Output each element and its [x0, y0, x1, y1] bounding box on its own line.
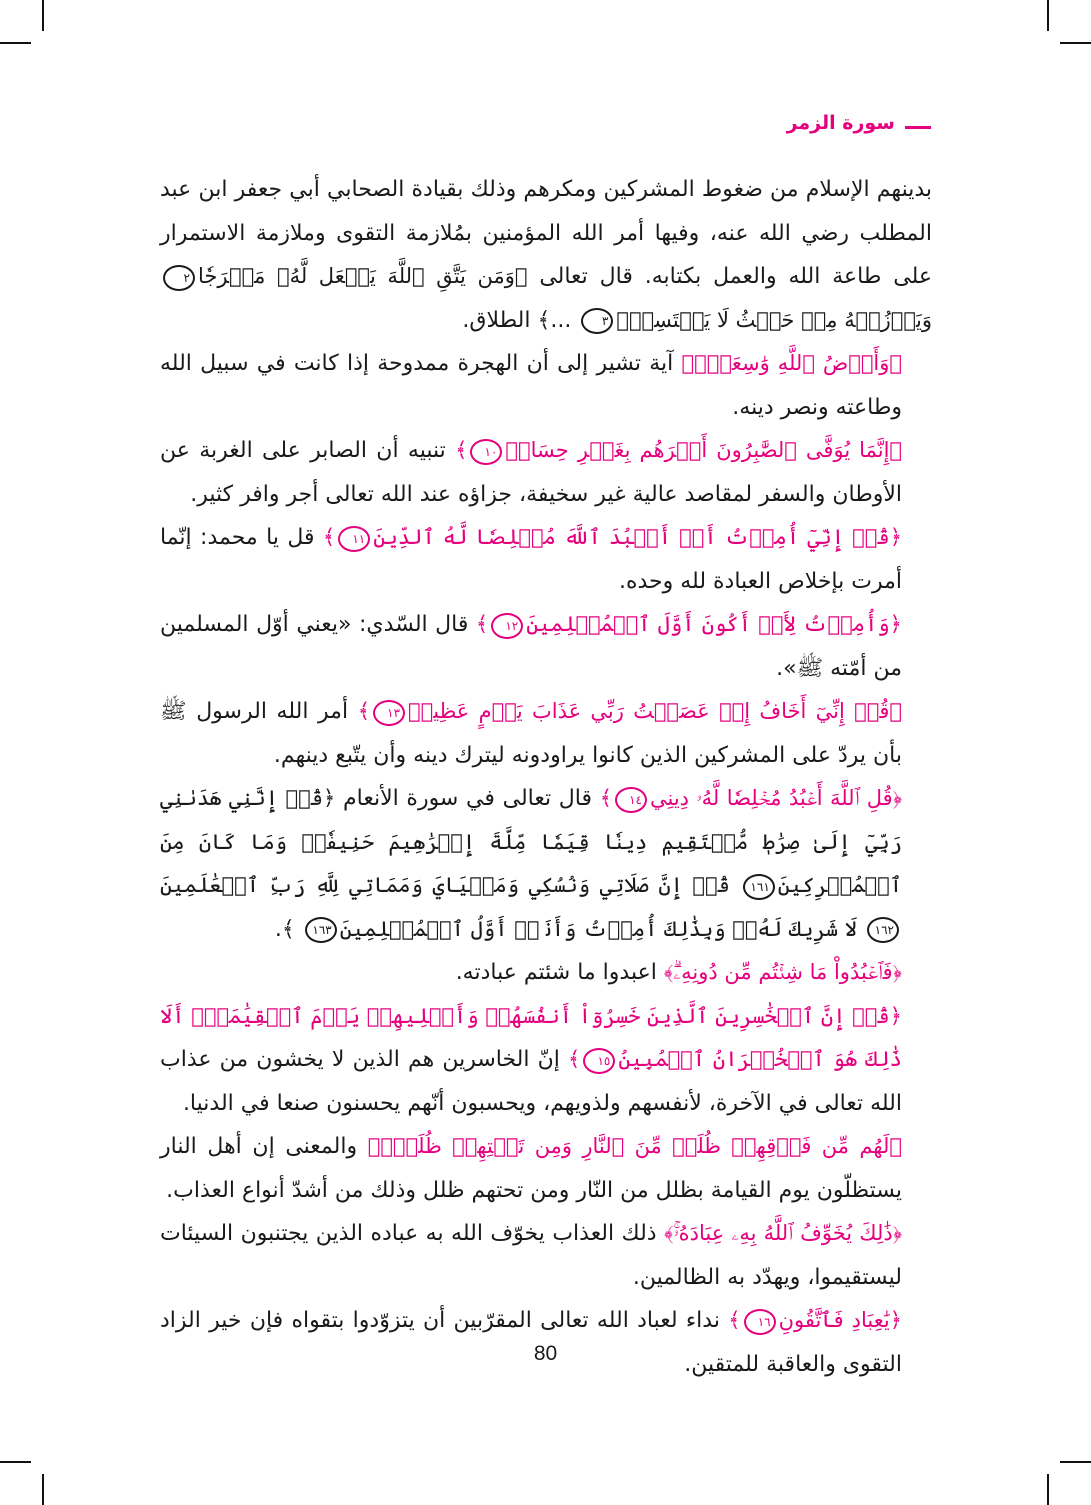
verse-close-bracket: ﴾	[568, 1047, 581, 1071]
verse-close-bracket: ﴾	[728, 1308, 741, 1332]
paragraph	[160, 951, 932, 995]
verse-close-bracket: ﴾	[357, 699, 371, 723]
paragraph	[160, 777, 932, 951]
commentary-text: والمعنى إن أهل النار يستظلّون يوم القيامة بظلل من النّار ومن تحتهم ظلل وذلك من أشدّ أنواع العذاب.	[160, 1134, 902, 1203]
ayah-number-marker-icon: ١٣	[373, 700, 405, 726]
paragraph	[160, 1125, 932, 1212]
crop-mark-top-right-v	[1047, 0, 1049, 31]
verse-text: ﴿ذَٰلِكَ يُخَوِّفُ ٱللَّهُ بِهِۦ عِبَادَهُۥۚ﴾	[664, 1221, 903, 1245]
page-body	[160, 168, 932, 1386]
quran-verse-highlight	[600, 786, 902, 810]
verse-close-bracket: ﴾	[455, 438, 468, 462]
commentary-text: قال تعالى في سورة الأنعام	[335, 786, 592, 811]
verse-text: ﴿لَهُم مِّن فَوۡقِهِمۡ ظُلَلٞ مِّنَ ٱلنَّارِ وَمِن تَحۡتِهِمۡ ظُلَلٞۚ﴾	[367, 1134, 902, 1158]
commentary-text: تنبيه أن الصابر على الغربة عن الأوطان والسفر لمقاصد عالية غير سخيفة، جزاؤه عند الله تعالى أجر وافر كثير.	[160, 438, 902, 507]
paragraph	[160, 1212, 932, 1299]
paragraph	[160, 516, 932, 603]
verse-text: ﴿وَأُمِرۡتُ لِأَنۡ أَكُونَ أَوَّلَ ٱلۡمُسۡلِمِينَ	[526, 612, 902, 636]
crop-mark-bottom-right-h	[1060, 1461, 1091, 1463]
quran-verse-highlight	[664, 960, 902, 984]
paragraph	[160, 168, 932, 342]
ayah-number-marker-icon: ١٦١	[743, 874, 775, 900]
commentary-text: قال السّدي: «يعني أوّل المسلمين من أمّته ﷺ».	[160, 612, 902, 681]
verse-text: ﴿قُلۡ إِنِّيٓ أُمِرۡتُ أَنۡ أَعۡبُدَ ٱللَّهَ مُخۡلِصٗا لَّهُ ٱلدِّينَ	[373, 525, 902, 549]
ayah-number-marker-icon: ١٦	[744, 1309, 776, 1335]
quran-verse-highlight	[358, 699, 902, 723]
ayah-number-marker-icon: ٣	[581, 308, 613, 334]
commentary-text: إنّ الخاسرين هم الذين لا يخشون من عذاب الله تعالى في الآخرة، لأنفسهم ولذويهم، ويحسبون أنّهم يحسنون صنعا في الدنيا.	[160, 1047, 902, 1116]
verse-text: قُلۡ إِنَّ صَلَاتِي وَنُسُكِي وَمَحۡيَايَ وَمَمَاتِي لِلَّهِ رَبِّ ٱلۡعَٰلَمِينَ	[160, 873, 730, 897]
verse-close-bracket: ﴾	[599, 786, 612, 810]
quran-verse-highlight	[323, 525, 902, 549]
verse-text: ﴿يَٰعِبَادِ فَٱتَّقُونِ	[778, 1308, 902, 1332]
ayah-number-marker-icon: ١٤	[615, 787, 647, 813]
ayah-number-marker-icon: ١١	[338, 526, 370, 552]
crop-mark-top-left-h	[0, 42, 31, 44]
commentary-text: قل يا محمد: إنّما أمرت بإخلاص العبادة لله وحده.	[160, 525, 902, 594]
verse-text: ﴿قُلِ ٱللَّهَ أَعۡبُدُ مُخۡلِصٗا لَّهُۥ دِينِي	[650, 786, 903, 810]
verse-text: لَا شَرِيكَ لَهُۥۖ وَبِذَٰلِكَ أُمِرۡتُ وَأَنَا۠ أَوَّلُ ٱلۡمُسۡلِمِينَ	[339, 916, 857, 941]
commentary-text: ﴾.	[274, 916, 295, 942]
paragraph	[160, 690, 932, 777]
ayah-number-marker-icon: ١٠	[470, 439, 502, 465]
commentary-text: آية تشير إلى أن الهجرة ممدوحة إذا كانت في سبيل الله وطاعته ونصر دينه.	[160, 351, 902, 420]
ayah-number-marker-icon: ١٦٣	[305, 917, 337, 943]
verse-close-bracket: ﴾	[322, 525, 336, 549]
commentary-text: نداء لعباد الله تعالى المقرّبين أن يتزوّدوا بتقواه فإن خير الزاد التقوى والعاقبة للمتقين.	[160, 1308, 902, 1377]
crop-mark-bottom-left-h	[0, 1461, 31, 1463]
commentary-text: اعبدوا ما شئتم عبادته.	[455, 960, 657, 985]
quran-verse-highlight	[368, 1134, 902, 1158]
verse-text: ﴿وَأَرۡضُ ٱللَّهِ وَٰسِعَةٌۗ﴾	[681, 351, 903, 375]
verse-text: ﴿فَٱعۡبُدُواْ مَا شِئۡتُم مِّن دُونِهِۦۗ﴾	[663, 960, 902, 984]
quran-verse-highlight	[682, 351, 903, 375]
crop-mark-top-left-v	[42, 0, 44, 31]
paragraph	[160, 429, 932, 516]
commentary-text: ذلك العذاب يخوّف الله به عباده الذين يجتنبون السيئات ليستقيموا، ويهدّد به الظالمين.	[160, 1221, 902, 1290]
verse-text: ﴿وَمَن يَتَّقِ ٱللَّهَ يَجۡعَل لَّهُۥ مَخۡرَجٗا	[198, 264, 528, 288]
verse-close-bracket: ﴾	[475, 612, 489, 636]
paragraph	[160, 342, 932, 429]
quran-verse-quote	[302, 917, 857, 941]
crop-mark-bottom-left-v	[42, 1474, 44, 1505]
paragraph	[160, 603, 932, 690]
quran-verse-highlight	[664, 1221, 902, 1245]
crop-mark-bottom-right-v	[1047, 1474, 1049, 1505]
verse-text: ﴿إِنَّمَا يُوَفَّى ٱلصَّٰبِرُونَ أَجۡرَهُم بِغَيۡرِ حِسَابٖ	[505, 438, 903, 462]
verse-text: وَيَرۡزُقۡهُ مِنۡ حَيۡثُ لَا يَحۡتَسِبُۚ	[616, 307, 932, 332]
quran-verse-highlight	[455, 438, 902, 462]
surah-title: سورة الزمر	[786, 112, 895, 134]
crop-mark-top-right-h	[1060, 42, 1091, 44]
quran-verse-quote	[160, 264, 527, 288]
commentary-text: ...﴾ الطلاق.	[462, 307, 572, 333]
ayah-number-marker-icon: ١٥	[583, 1048, 615, 1074]
paragraph	[160, 995, 932, 1126]
verse-text: ﴿قُلۡ إِنَّنِي هَدَىٰنِي رَبِّيٓ إِلَىٰ صِرَٰطٖ مُّسۡتَقِيمٖ دِينٗا قِيَمٗا مِّلَّةَ إِبۡرَٰهِيمَ حَنِيفٗاۚ وَمَا كَانَ مِنَ ٱلۡمُشۡرِكِينَ	[160, 786, 903, 897]
quran-verse-quote	[578, 308, 932, 332]
commentary-text: بدينهم الإسلام من ضغوط المشركين ومكرهم وذلك بقيادة الصحابي أبي جعفر ابن عبد المطلب رضي الله عنه، وفيها أمر الله المؤمنين بمُلازمة التقوى وملازمة الاستمرار على طاعة الله والعمل بكتابه. قال تعالى	[160, 177, 932, 289]
ayah-number-marker-icon: ١٦٢	[867, 917, 899, 943]
verse-text: ﴿قُلۡ إِنِّيٓ أَخَافُ إِنۡ عَصَيۡتُ رَبِّي عَذَابَ يَوۡمٍ عَظِيمٖ	[408, 699, 903, 723]
quran-verse-highlight	[476, 612, 902, 636]
verse-text: ﴿قُلۡ إِنَّ ٱلۡخَٰسِرِينَ ٱلَّذِينَ خَسِرُوٓاْ أَنفُسَهُمۡ وَأَهۡلِيهِمۡ يَوۡمَ ٱلۡقِيَٰمَةِۗ أَلَا ذَٰلِكَ هُوَ ٱلۡخُسۡرَانُ ٱلۡمُبِينُ	[160, 1003, 902, 1071]
page-number: 80	[533, 1342, 558, 1365]
running-header	[787, 112, 931, 134]
quran-verse-highlight	[728, 1308, 902, 1332]
ayah-number-marker-icon: ٢	[163, 265, 195, 291]
header-rule	[905, 126, 931, 129]
commentary-text: أمر الله الرسول ﷺ بأن يردّ على المشركين الذين كانوا يراودونه ليترك دينه وأن يتّبع دينهم.	[160, 699, 902, 768]
ayah-number-marker-icon: ١٢	[491, 613, 523, 639]
